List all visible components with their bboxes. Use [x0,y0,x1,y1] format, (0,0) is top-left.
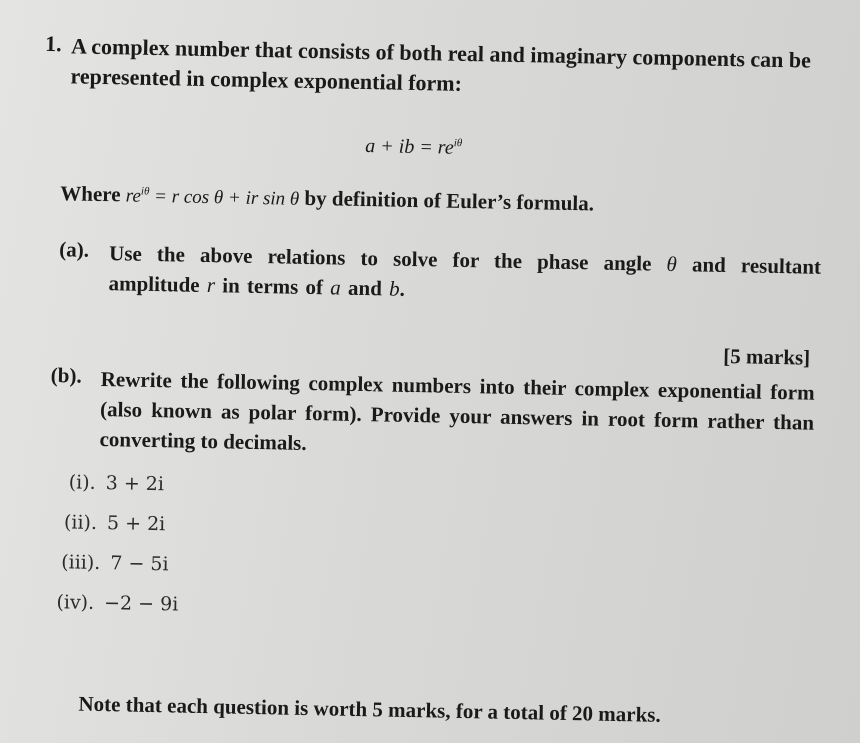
part-b-verb: Rewrite [100,367,173,393]
part-a-text-4: and [340,275,390,301]
where-math-rest: = r cos θ + ir sin θ [149,185,300,210]
where-math-base: re [125,185,142,207]
part-a-text-1: the above relations to solve for the phase angle [141,241,667,276]
part-b-body: the following complex numbers into their complex exponential form (also known as polar form). Provide your answers in root form rather than converting to decimals. [99,368,815,455]
list-item-value: 3 + 2i [105,472,165,496]
part-a-verb: Use [108,241,143,266]
part-a-text-3: in terms of [214,273,331,300]
list-item [64,511,166,535]
marks-note: Note that each question is worth 5 marks, for a total of 20 marks. [78,691,661,727]
where-suffix: by definition of Euler’s formula. [304,185,595,216]
list-item [61,551,169,575]
part-b-label: (b). [50,363,82,388]
question-number: 1. [44,30,62,57]
part-a-a: a [330,275,342,300]
part-a-text [108,238,821,312]
list-item-value: 5 + 2i [106,512,166,536]
list-item-label: (iv). [56,591,95,614]
part-b-text [99,364,815,468]
part-a-r: r [206,273,216,298]
where-prefix: Where [60,181,121,207]
list-item [69,471,165,495]
part-a-text-5: . [399,276,406,301]
formula-lhs: a + ib = re [365,135,454,159]
list-item-label: (i). [68,471,96,494]
where-math [126,185,300,209]
where-line [60,181,594,216]
formula-exponent: iθ [453,137,463,150]
list-item-label: (ii). [63,511,98,534]
part-a-label: (a). [58,237,90,262]
part-a-text-2: and resultant amplitude [108,252,822,298]
list-item [56,591,178,615]
where-math-exp: iθ [140,185,150,198]
part-a-marks: [5 marks] [723,343,811,370]
list-item-label: (iii). [61,551,101,575]
part-a-theta: θ [666,251,678,277]
part-a-b: b [388,276,400,301]
euler-formula [365,135,462,160]
question-intro: A complex number that consists of both real and imaginary components can be represented in complex exponential form: [70,33,812,96]
list-item-value: 7 − 5i [110,552,169,576]
list-item-value: −2 − 9i [103,592,179,616]
